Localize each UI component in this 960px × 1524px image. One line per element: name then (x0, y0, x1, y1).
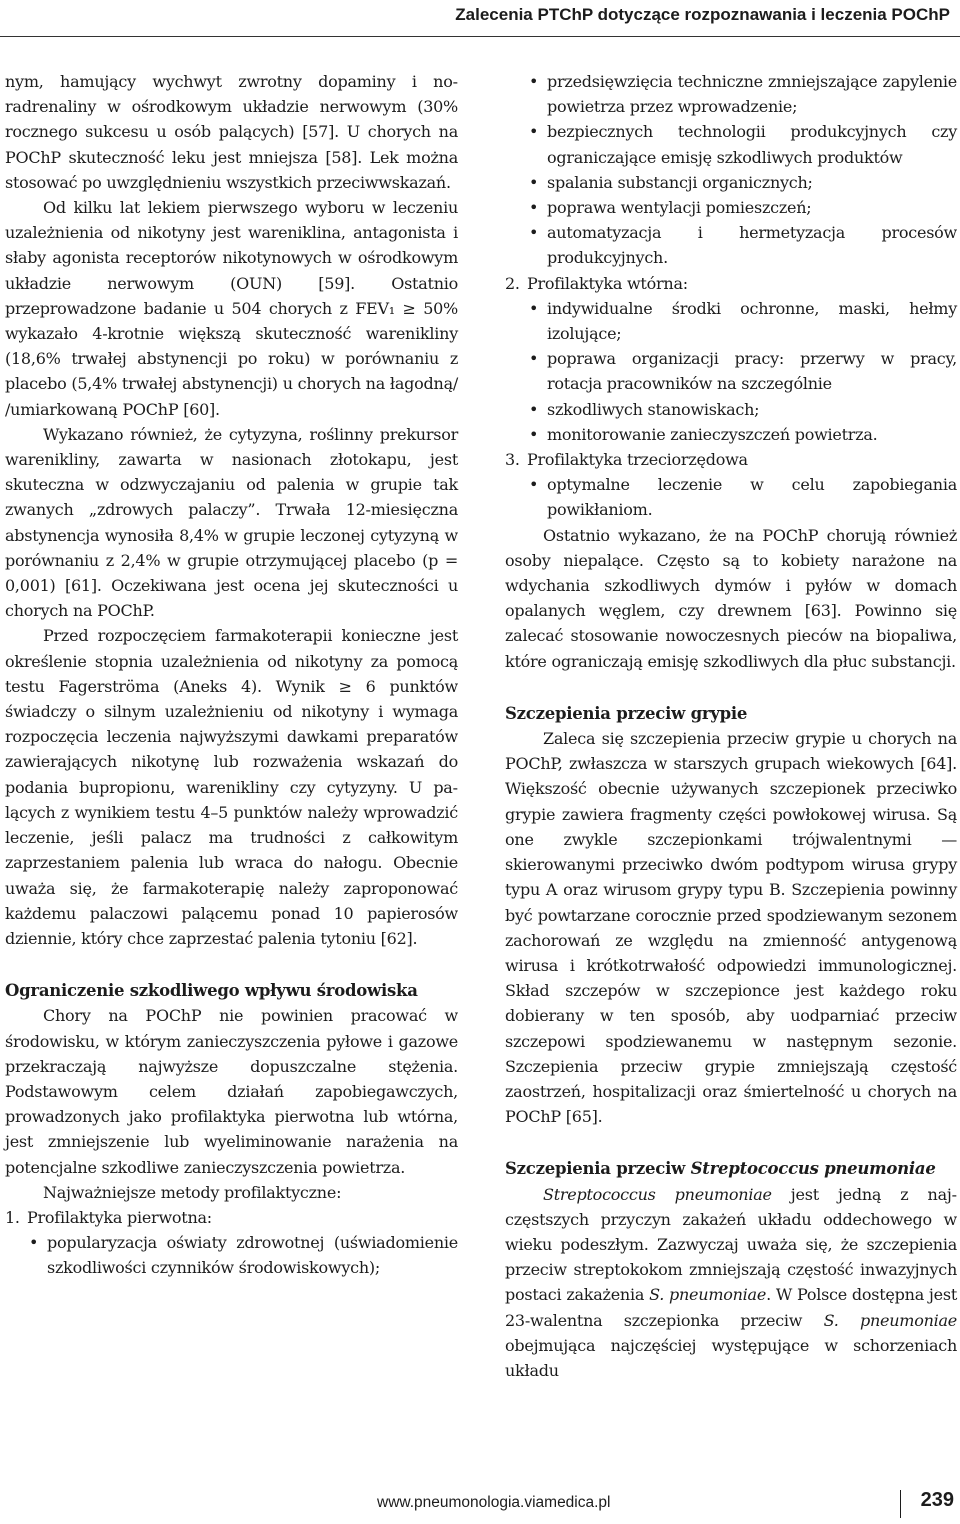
paragraph: Ostatnio wykazano, że na POChP chorują również osoby niepalące. Często są to kobiety narażone na wdychania szkodliwych dymów i pyłów w domach opalanych węglem, czy drewnem [63]. Powinno się zalecać stosowanie nowoczesnych pieców na biopaliwa, które ograniczają emisję szkodliwych dla płuc substancji. (505, 525, 957, 671)
page-footer (0, 1484, 960, 1524)
list-item: • automatyzacja i hermetyzacja procesów produkcyjnych. (527, 220, 957, 270)
list-item: • przedsięwzięcia techniczne zmniejszające zapylenie powietrza przez wprowadzenie; (527, 69, 957, 119)
list-title: Profilaktyka pierwotna: (27, 1207, 212, 1227)
paragraph: Chory na POChP nie powinien pracować w środowisku, w którym zanieczyszczenia pyłowe i gazowe przekraczają najwyższe dopuszczalne stężenia. Podstawowym celem działań zapobiegawczych, prowadzonych jako profilaktyka pierwotna lub wtórna, jest zmniejszenie lub wyeliminowanie narażenia na potencjalne szkodliwe zanieczyszczenia powietrza. (5, 1006, 458, 1177)
page-number: 239 (920, 1489, 954, 1511)
right-column (505, 69, 957, 1383)
bullet-list (5, 1230, 458, 1280)
bullet-icon: • (529, 172, 539, 192)
bullet-icon: • (529, 298, 539, 318)
list-item: • szkodliwych stanowiskach; (527, 397, 957, 422)
running-title: Zalecenia PTChP dotyczące rozpoznawania i leczenia POChP (455, 5, 950, 24)
page-header (0, 0, 960, 50)
paragraph: Streptococcus pneumoniae jest jedną z najczęstszych przyczyn zakażeń układu oddechowego w wieku podeszłym. Zazwyczaj uważa się, że szczepienia przeciw streptokokom zmniejszają częstość inwazyjnych postaci zakażenia S. pneumoniae. W Polsce dostępna jest 23-walentna szczepionka przeciw S. pneumoniae obejmująca najczęściej występujące w schorzeniach układu (505, 1184, 958, 1380)
bullet-icon: • (529, 349, 539, 369)
bullet-icon: • (529, 475, 539, 495)
list-title: Profilaktyka trzeciorzędowa (527, 450, 748, 470)
section-heading: Ograniczenie szkodliwego wpływu środowiska (5, 981, 418, 1001)
numbered-item (5, 1205, 458, 1230)
bullet-icon: • (529, 399, 539, 419)
list-item: • popularyzacja oświaty zdrowotnej (uświadomienie szkodliwości czynników środowiskowych); (27, 1230, 458, 1280)
header-divider (0, 36, 960, 37)
bullet-list (505, 296, 957, 447)
paragraph: Od kilku lat lekiem pierwszego wyboru w leczeniu uzależnienia od nikotyny jest wareniklina, antagonista i słaby agonista receptorów nikotynowych w ośrodkowym układzie nerwowym (OUN) [59]. Ostatnio przeprowadzone badanie u 504 chorych z FEV₁ ≥ 50% wykazało 4-krotnie większą skuteczność warenikliny (18,6% trwałej abstynencji po roku) w porównaniu z placebo (5,4% trwałej abstynencji) u chorych na łagodną/ /umiarkowaną POChP [60]. (5, 198, 458, 419)
bullet-icon: • (529, 122, 539, 142)
list-number: 2. (505, 273, 520, 293)
list-item: • optymalne leczenie w celu zapobiegania powikłaniom. (527, 472, 957, 522)
list-item: • indywidualne środki ochronne, maski, hełmy izolujące; (527, 296, 957, 346)
bullet-list (505, 69, 957, 271)
bullet-icon: • (529, 198, 539, 218)
list-item: • spalania substancji organicznych; (527, 170, 957, 195)
list-number: 3. (505, 450, 520, 470)
list-number: 1. (5, 1207, 20, 1227)
bullet-list (505, 472, 957, 522)
paragraph: Przed rozpoczęciem farmakoterapii konieczne jest określenie stopnia uzależnienia od nikotyny za pomocą testu Fagerströma (Aneks 4). Wynik ≥ 6 punktów świadczy o silnym uzależnieniu od nikotyny i wymaga rozpoczęcia leczenia najwyższymi dawkami preparatów zawierających nikotynę lub rozważenia wskazań do podania bupropionu, warenikliny czy cytyzyny. U palących z wynikiem testu 4–5 punktów należy wprowadzić leczenie, jeśli palacz ma trudności z całkowitym zaprzestaniem palenia lub wraca do nałogu. Obecnie uważa się, że farmakoterapię należy zaproponować każdemu palaczowi palącemu ponad 10 papierosów dziennie, który chce zaprzestać palenia tytoniu [62]. (5, 626, 458, 948)
numbered-item (505, 271, 957, 296)
bullet-icon: • (529, 223, 539, 243)
paragraph: Zaleca się szczepienia przeciw grypie u chorych na POChP, zwłaszcza w starszych grupach wiekowych [64]. Większość obecnie używanych szczepionek przeciwko grypie zawiera fragmenty części powłokowej wirusa. Są one zwykle szczepionkami trójwalentnymi — skierowanymi przeciwko dwóm podtypom wirusa grypy typu A oraz wirusom grypy typu B. Szczepienia powinny być powtarzane corocznie przed spodziewanym sezonem zachorowań ze względu na zmienność antygenową wirusa i krótkotrwałość odpowiedzi immunologicznej. Skład szczepów w szczepionce jest każdego roku dobierany w ten sposób, aby uodparniać przeciw szczepowi spodziewanemu w następnym sezonie. Szczepienia przeciw grypie zmniejszają częstość zaostrzeń, hospitalizacji oraz śmiertelność u chorych na POChP [65]. (505, 729, 957, 1127)
paragraph: nym, hamujący wychwyt zwrotny dopaminy i noradrenaliny w ośrodkowym układzie nerwowym (30% rocznego sukcesu u osób palących) [57]. U chorych na POChP skuteczność leku jest mniejsza [58]. Lek można stosować po uwzględnieniu wszystkich przeciwwskazań. (5, 72, 458, 192)
footer-divider (900, 1490, 901, 1518)
list-item: • poprawa organizacji pracy: przerwy w pracy, rotacja pracowników na szczególnie (527, 346, 957, 396)
bullet-icon: • (529, 72, 539, 91)
bullet-icon: • (29, 1233, 39, 1253)
list-item: • monitorowanie zanieczyszczeń powietrza. (527, 422, 957, 447)
journal-url: www.pneumonologia.viamedica.pl (377, 1494, 611, 1511)
bullet-icon: • (529, 424, 539, 444)
section-heading: Szczepienia przeciw grypie (505, 703, 748, 723)
numbered-item (505, 447, 957, 472)
list-item: • bezpiecznych technologii produkcyjnych czy ograniczające emisję szkodliwych produktów (527, 119, 957, 169)
list-item: • poprawa wentylacji pomieszczeń; (527, 195, 957, 220)
left-column (5, 69, 458, 1281)
section-heading: Szczepienia przeciw Streptococcus pneumoniae (505, 1159, 936, 1179)
paragraph: Najważniejsze metody profilaktyczne: (43, 1182, 342, 1202)
list-title: Profilaktyka wtórna: (527, 273, 688, 293)
paragraph: Wykazano również, że cytyzyna, roślinny prekursor warenikliny, zawarta w nasionach złotokapu, jest skuteczna w odzwyczajaniu od palenia w grupie tak zwanych „zdrowych palaczy”. Trwała 12-miesięczna abstynencja wynosiła 8,4% w grupie leczonej cytyzyną w porównaniu z 2,4% w grupie otrzymującej placebo (p = 0,001) [61]. Oczekiwana jest ocena jej skuteczności u chorych na POChP. (5, 424, 458, 621)
